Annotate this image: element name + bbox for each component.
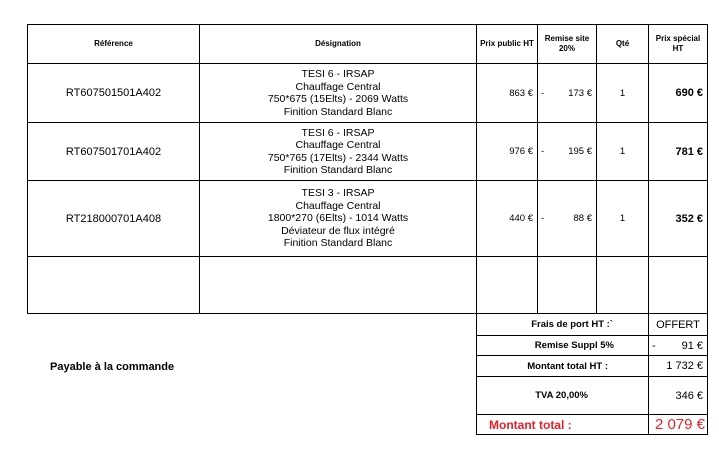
designation-line: Chauffage Central — [295, 139, 381, 151]
montant-total-label: Montant total : — [489, 417, 572, 432]
row-remise-dash: - — [541, 213, 545, 224]
frais-port-label: Frais de port HT :` — [531, 319, 613, 330]
designation-line: 1800*270 (6Elts) - 1014 Watts — [267, 212, 409, 225]
designation-line: Finition Standard Blanc — [283, 105, 393, 118]
tva-value: 346 € — [675, 389, 703, 402]
header-prix-special-line2: HT — [672, 44, 684, 53]
row-prix-public: 440 € — [509, 213, 533, 224]
row-designation — [200, 181, 476, 256]
row-reference: RT607501701A402 — [65, 145, 162, 158]
row-remise: 88 € — [573, 213, 592, 224]
designation-line: TESI 3 - IRSAP — [301, 187, 375, 200]
row-remise-dash: - — [541, 146, 545, 157]
remise-suppl-dash: - — [652, 339, 656, 352]
montant-ht-value: 1 732 € — [666, 360, 703, 372]
designation-line: TESI 6 - IRSAP — [301, 126, 375, 139]
row-designation — [200, 64, 476, 122]
row-designation — [200, 123, 476, 180]
row-qte: 1 — [619, 213, 626, 224]
row-reference: RT218000701A408 — [65, 212, 162, 225]
row-divider — [27, 256, 708, 257]
row-prix-public: 863 € — [509, 87, 533, 99]
row-prix-special: 781 € — [675, 145, 703, 158]
header-remise-line2: 20% — [558, 44, 575, 53]
montant-ht-label: Montant total HT : — [527, 360, 608, 372]
remise-suppl-value: 91 € — [681, 339, 703, 352]
designation-line: TESI 6 - IRSAP — [301, 68, 375, 80]
col-divider — [537, 24, 538, 314]
designation-line: Chauffage Central — [295, 80, 381, 93]
row-remise-dash: - — [541, 87, 545, 99]
designation-line: 750*765 (17Elts) - 2344 Watts — [267, 151, 409, 164]
header-prix-special-line1: Prix spécial — [655, 34, 701, 43]
tva-label: TVA 20,00% — [535, 390, 588, 401]
header-remise — [538, 25, 596, 63]
header-prix-public: Prix public HT — [480, 39, 534, 48]
designation-line: Finition Standard Blanc — [283, 237, 393, 250]
row-reference: RT607501501A402 — [65, 87, 162, 99]
designation-line: Chauffage Central — [295, 199, 381, 212]
col-divider — [707, 24, 708, 314]
row-remise: 173 € — [568, 87, 592, 99]
payment-terms: Payable à la commande — [50, 361, 175, 373]
row-qte: 1 — [619, 146, 626, 157]
header-qte: Qté — [615, 39, 630, 48]
header-remise-line1: Remise site — [544, 34, 590, 43]
summary-border-bottom — [476, 434, 708, 435]
montant-total-value: 2 079 € — [654, 416, 705, 433]
row-prix-special: 352 € — [675, 212, 703, 225]
remise-suppl-label: Remise Suppl 5% — [534, 340, 614, 351]
header-prix-special — [649, 25, 707, 63]
frais-port-value: OFFERT — [656, 318, 700, 331]
header-designation: Désignation — [315, 39, 361, 48]
header-reference: Référence — [94, 39, 133, 48]
row-remise: 195 € — [568, 146, 592, 157]
summary-border-right — [707, 313, 708, 435]
row-qte: 1 — [619, 87, 626, 99]
designation-line: Déviateur de flux intégré — [281, 224, 395, 237]
row-prix-special: 690 € — [675, 87, 703, 99]
row-prix-public: 976 € — [509, 146, 533, 157]
designation-line: Finition Standard Blanc — [283, 164, 393, 176]
designation-line: 750*675 (15Elts) - 2069 Watts — [267, 93, 409, 105]
